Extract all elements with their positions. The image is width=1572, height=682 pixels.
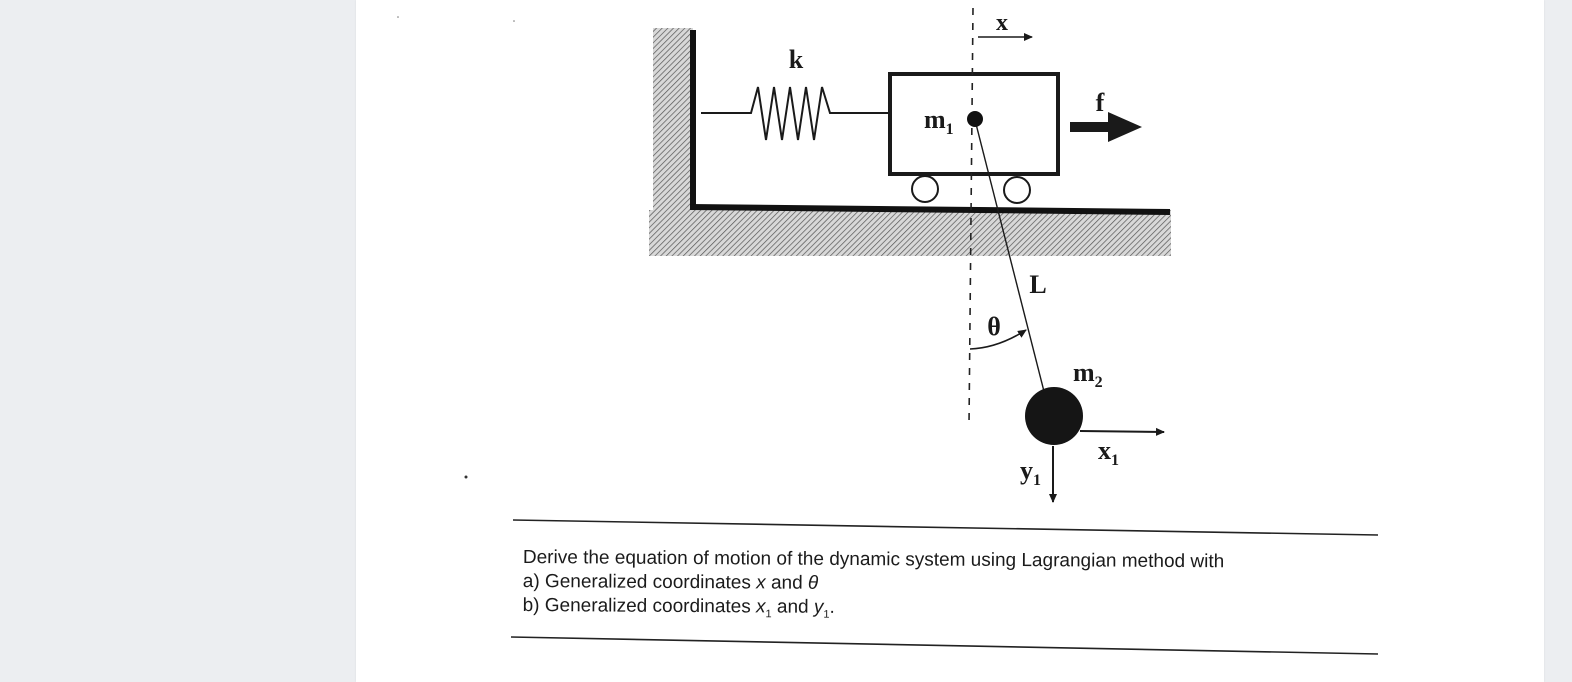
bob-m2 xyxy=(1025,387,1083,445)
spring-constant-label: k xyxy=(788,45,804,74)
problem-line-2: a) Generalized coordinates x and θ xyxy=(522,570,819,594)
problem-statement xyxy=(523,546,1343,630)
cart-wheel-right xyxy=(1004,177,1030,203)
force-arrow xyxy=(1070,112,1142,142)
problem-line-3: b) Generalized coordinates $x_1$ and $y_1$. xyxy=(522,594,835,621)
top-separator-rule xyxy=(513,520,1378,535)
y1-axis-label: $y_1$ xyxy=(1020,456,1041,489)
x-displacement-label: x xyxy=(996,10,1008,36)
theta-label: θ xyxy=(987,312,1001,341)
problem-line-1: Derive the equation of motion of the dynamic system using Lagrangian method with xyxy=(522,547,1225,573)
scan-speck xyxy=(465,476,468,479)
bottom-separator-rule xyxy=(511,637,1378,654)
mass-m1-label: $m_1$ xyxy=(924,105,954,138)
scan-speck xyxy=(397,16,399,18)
length-label: L xyxy=(1029,270,1047,299)
mass-m2-label: $m_2$ xyxy=(1073,358,1103,391)
cart-wheel-left xyxy=(912,176,938,202)
scan-speck xyxy=(513,20,515,22)
pivot-point xyxy=(967,111,983,127)
x1-axis-arrow xyxy=(1080,431,1164,432)
spring xyxy=(701,87,890,140)
floor-hatch xyxy=(649,210,1171,256)
x1-axis-label: $x_1$ xyxy=(1098,436,1119,469)
document-page xyxy=(356,0,1544,682)
force-label: f xyxy=(1095,88,1105,117)
